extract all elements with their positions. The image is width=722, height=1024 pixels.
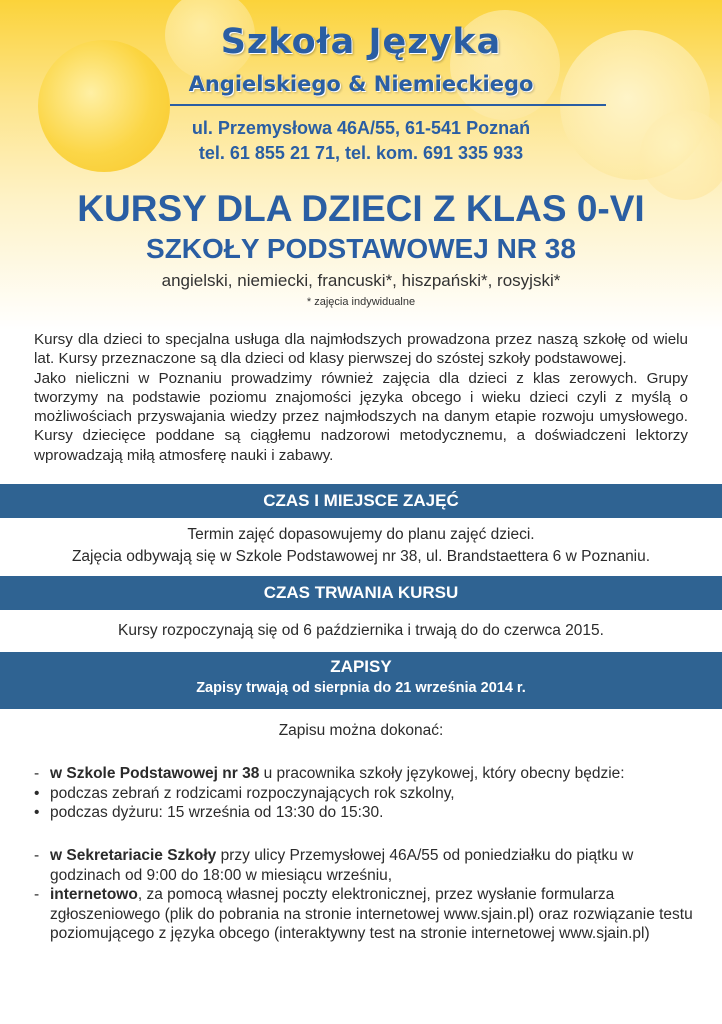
page-title: KURSY DLA DZIECI Z KLAS 0-VI (77, 188, 645, 229)
list-item (34, 846, 694, 885)
bullet-icon: • (34, 804, 40, 821)
enrollment-list (34, 764, 694, 823)
list-item-bold: w Szkole Podstawowej nr 38 (50, 765, 260, 782)
enrollment-title: ZAPISY (330, 657, 392, 676)
time-place-line: Termin zajęć dopasowujemy do planu zajęć dzieci. (187, 526, 535, 543)
list-item-text: u pracownika szkoły językowej, który obecny będzie: (259, 765, 625, 782)
duration-text: Kursy rozpoczynają się od 6 października i trwają do do czerwca 2015. (118, 622, 604, 639)
list-item-bold: w Sekretariacie Szkoły (50, 847, 217, 864)
list-item-text: , za pomocą własnej poczty elektronicznej, przez wysłanie formularza zgłoszeniowego (plik do pobrania na stronie internetowej www.sjain.pl) oraz rozwiązanie testu poziomującego z języka obcego (interaktywny test na stronie internetowej www.sjain.pl) (50, 886, 693, 942)
school-address: ul. Przemysłowa 46A/55, 61-541 Poznań (191, 118, 531, 138)
list-marker: - (34, 847, 40, 864)
page-subtitle: SZKOŁY PODSTAWOWEJ NR 38 (146, 233, 576, 264)
list-item-text: przy ulicy Przemysłowej 46A/55 od poniedziałku do piątku w godzinach od 9:00 do 18:00 w miesiącu wrześniu, (50, 847, 634, 884)
list-item (34, 803, 694, 823)
list-marker: - (34, 765, 40, 782)
enrollment-lead: Zapisu można dokonać: (278, 722, 444, 739)
list-marker: - (34, 886, 40, 903)
intro-text (34, 330, 688, 465)
school-name: Szkoła Języka (220, 22, 502, 62)
languages-list: angielski, niemiecki, francuski*, hiszpański*, rosyjski* (161, 271, 561, 290)
list-item (34, 885, 694, 944)
intro-paragraph: Jako nieliczni w Poznaniu prowadzimy również zajęcia dla dzieci z klas zerowych. Grupy tworzymy na podstawie poziomu znajomości języka obcego i wieku dzieci czyli z myślą o możliwościach przyswajania wiedzy przez najmłodszych na danym etapie rozwoju umysłowego. Kursy dziecięce poddane są ciągłemu nadzorowi metodycznemu, a doświadczeni lektorzy wprowadzają miłą atmosferę nauki i zabawy. (34, 369, 688, 464)
header-divider (170, 104, 606, 106)
section-heading-enrollment (0, 652, 722, 709)
list-item-bold: internetowo (50, 886, 138, 903)
bullet-icon: • (34, 784, 40, 802)
list-item (34, 764, 694, 784)
section-heading-time-place: CZAS I MIEJSCE ZAJĘĆ (0, 484, 722, 518)
school-phones: tel. 61 855 21 71, tel. kom. 691 335 933 (198, 143, 524, 163)
time-place-line: Zajęcia odbywają się w Szkole Podstawowej nr 38, ul. Brandstaettera 6 w Poznaniu. (71, 548, 651, 565)
section-heading-duration: CZAS TRWANIA KURSU (0, 576, 722, 610)
time-place-text (0, 524, 722, 568)
intro-paragraph: Kursy dla dzieci to specjalna usługa dla najmłodszych prowadzona przez naszą szkołę od wielu lat. Kursy przeznaczone są dla dzieci od klasy pierwszej do szóstej szkoły podstawowej. (34, 331, 688, 368)
list-item (34, 784, 694, 804)
list-item-text: podczas zebrań z rodzicami rozpoczynających rok szkolny, (50, 784, 455, 802)
enrollment-dates: Zapisy trwają od sierpnia do 21 września 2014 r. (196, 680, 526, 696)
footnote: * zajęcia indywidualne (306, 296, 416, 308)
list-item-text: podczas dyżuru: 15 września od 13:30 do 15:30. (50, 804, 384, 821)
school-subtitle: Angielskiego & Niemieckiego (188, 72, 534, 96)
enrollment-list (34, 846, 694, 944)
